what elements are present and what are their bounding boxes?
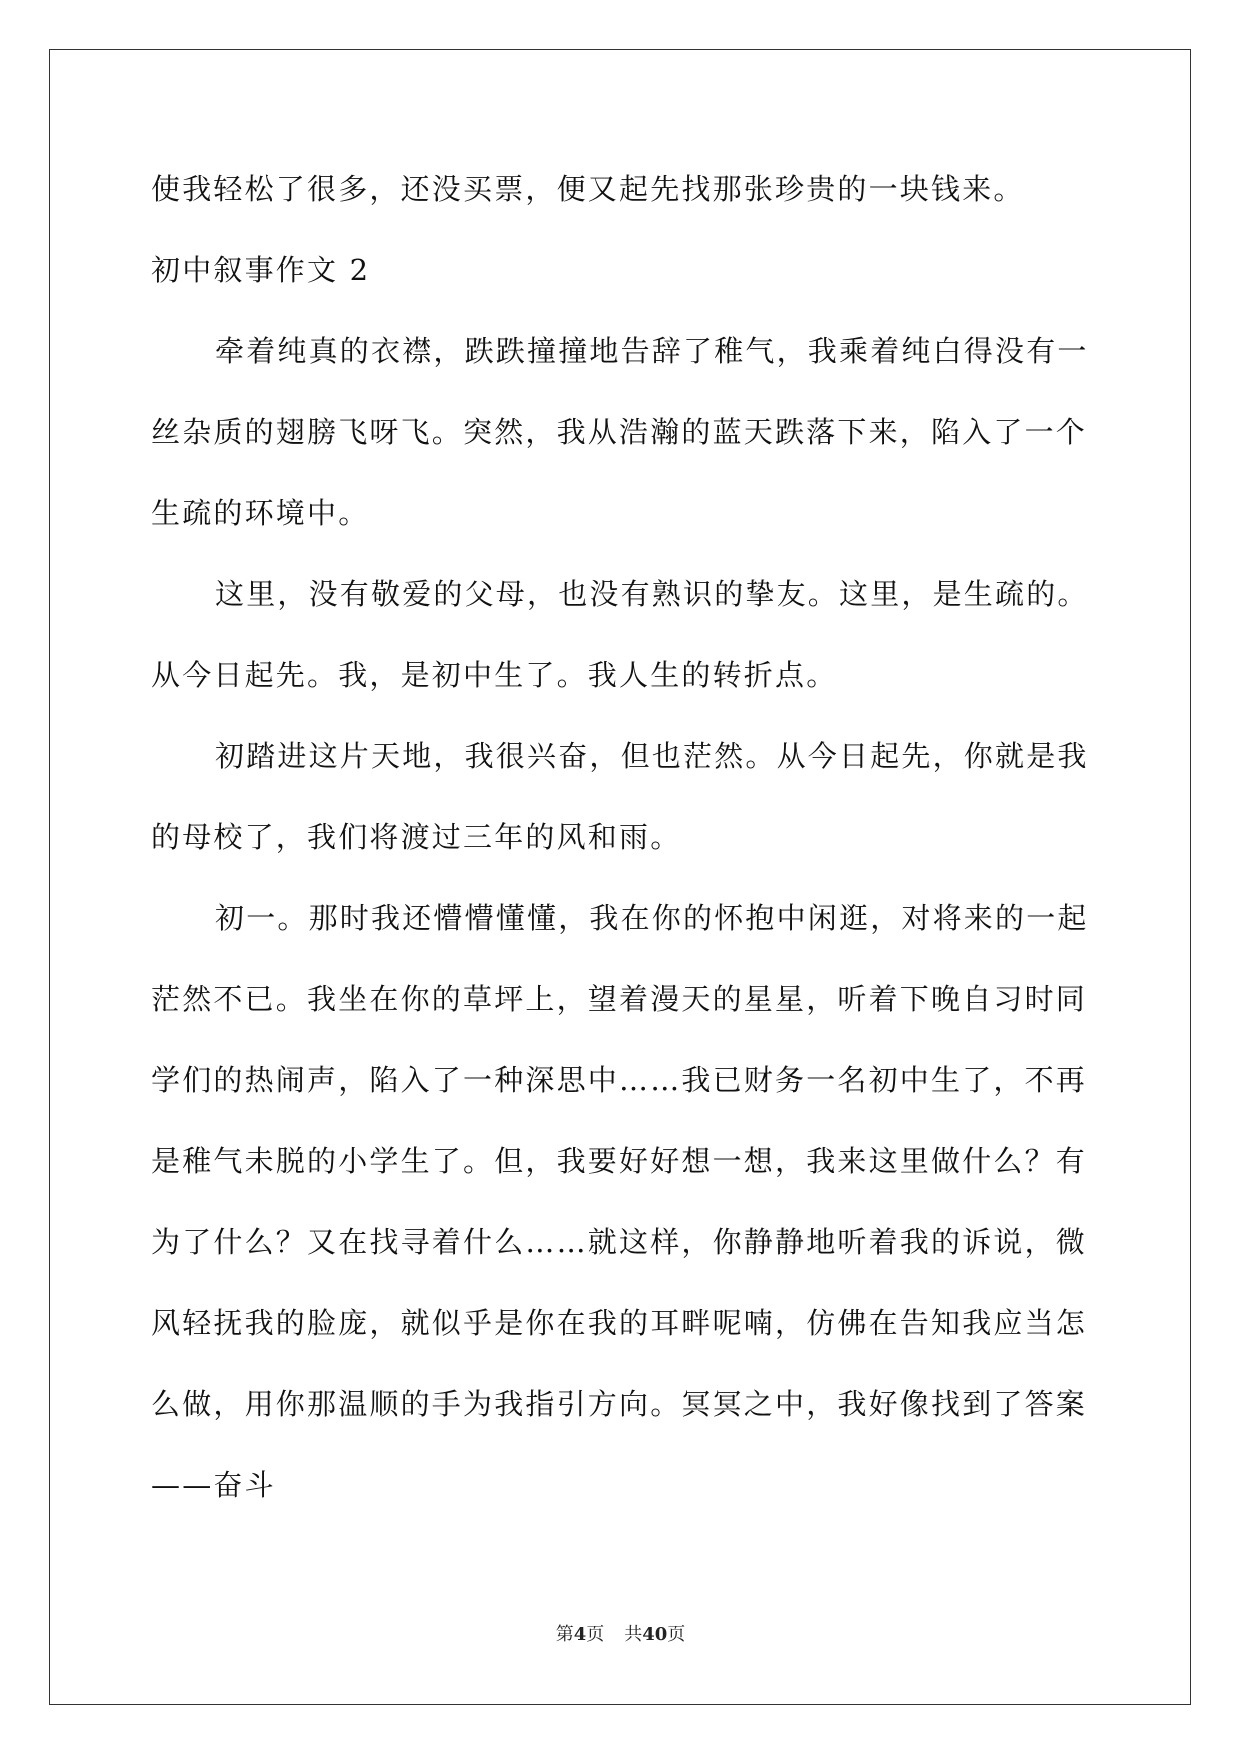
footer-page-suffix: 页 <box>586 1624 605 1645</box>
body-line: 丝杂质的翅膀飞呀飞。突然，我从浩瀚的蓝天跌落下来，陷入了一个 <box>151 415 1088 449</box>
paragraph-first-line: 初一。那时我还懵懵懂懂，我在你的怀抱中闲逛，对将来的一起 <box>215 901 1089 935</box>
body-line: 生疏的环境中。 <box>151 496 370 530</box>
body-line: 风轻抚我的脸庞，就似乎是你在我的耳畔呢喃，仿佛在告知我应当怎 <box>151 1306 1088 1340</box>
body-line: 从今日起先。我，是初中生了。我人生的转折点。 <box>151 658 838 692</box>
document-body <box>151 160 1091 1537</box>
body-line: 学们的热闹声，陷入了一种深思中……我已财务一名初中生了，不再 <box>151 1063 1088 1097</box>
body-line: 是稚气未脱的小学生了。但，我要好好想一想，我来这里做什么？有 <box>151 1144 1088 1178</box>
footer-total-suffix: 页 <box>667 1624 686 1645</box>
body-line: 么做，用你那温顺的手为我指引方向。冥冥之中，我好像找到了答案 <box>151 1387 1088 1421</box>
paragraph-first-line: 牵着纯真的衣襟，跌跌撞撞地告辞了稚气，我乘着纯白得没有一 <box>215 334 1089 368</box>
body-line: 为了什么？又在找寻着什么……就这样，你静静地听着我的诉说，微 <box>151 1225 1088 1259</box>
footer-page-number: 4 <box>573 1624 587 1645</box>
body-line: 使我轻松了很多，还没买票，便又起先找那张珍贵的一块钱来。 <box>151 172 1025 206</box>
paragraph-first-line: 初踏进这片天地，我很兴奋，但也茫然。从今日起先，你就是我 <box>215 739 1089 773</box>
footer-total-pages: 40 <box>642 1624 668 1645</box>
paragraph-first-line: 这里，没有敬爱的父母，也没有熟识的挚友。这里，是生疏的。 <box>215 577 1089 611</box>
body-line: 的母校了，我们将渡过三年的风和雨。 <box>151 820 682 854</box>
section-heading: 初中叙事作文 2 <box>151 253 371 287</box>
page-footer <box>0 1620 1241 1646</box>
footer-page-prefix: 第 <box>555 1624 574 1645</box>
footer-total-prefix: 共 <box>624 1624 643 1645</box>
body-line: ——奋斗 <box>151 1468 276 1502</box>
body-line: 茫然不已。我坐在你的草坪上，望着漫天的星星，听着下晚自习时同 <box>151 982 1088 1016</box>
